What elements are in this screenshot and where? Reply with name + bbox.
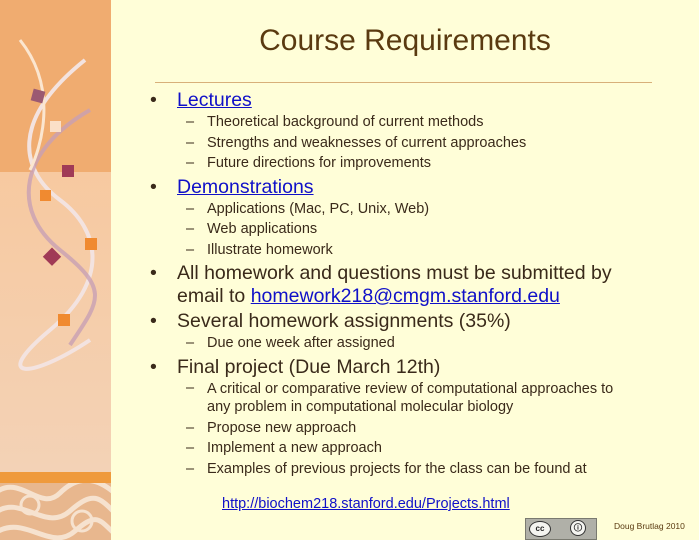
bullet-text-prefix: email to bbox=[177, 285, 251, 307]
dash-marker: – bbox=[186, 335, 195, 351]
bullet-demonstrations bbox=[150, 176, 690, 199]
sidebar-orange-strip bbox=[0, 472, 111, 483]
dash-marker: – bbox=[186, 114, 195, 130]
sub-bullet bbox=[150, 333, 690, 354]
sub-bullet bbox=[150, 418, 690, 439]
bullet-final-project bbox=[150, 356, 690, 379]
homework-email-link[interactable]: homework218@cmgm.stanford.edu bbox=[250, 285, 560, 307]
sub-bullet-text: A critical or comparative review of computational approaches to bbox=[207, 380, 614, 397]
cc-icon: cc bbox=[529, 521, 551, 537]
sub-bullet-text: Implement a new approach bbox=[207, 440, 382, 456]
sub-bullet bbox=[150, 199, 690, 220]
sub-bullet bbox=[150, 153, 690, 174]
bullet-text: Several homework assignments (35%) bbox=[177, 310, 511, 332]
dash-marker: – bbox=[186, 200, 195, 217]
sub-bullet bbox=[150, 133, 690, 154]
bullet-marker: • bbox=[150, 89, 157, 111]
swirl-pattern bbox=[0, 483, 111, 540]
title-divider bbox=[155, 82, 652, 83]
bullet-marker: • bbox=[150, 355, 157, 378]
demonstrations-link[interactable]: Demonstrations bbox=[177, 175, 314, 198]
bullet-text: All homework and questions must be submitted by bbox=[177, 262, 612, 284]
projects-url-link[interactable]: http://biochem218.stanford.edu/Projects.html bbox=[222, 496, 510, 512]
sub-bullet-text: Due one week after assigned bbox=[207, 335, 395, 351]
dna-strand-graphic bbox=[0, 0, 111, 472]
sub-bullet bbox=[150, 219, 690, 240]
sub-bullet-text: Strengths and weaknesses of current approaches bbox=[207, 134, 527, 151]
sub-bullet-text: Illustrate homework bbox=[207, 241, 333, 258]
sub-bullet-text: Future directions for improvements bbox=[207, 155, 432, 171]
sidebar-pattern-panel bbox=[0, 483, 111, 540]
dash-marker: – bbox=[186, 241, 195, 258]
by-person-icon: 🛈 bbox=[570, 520, 586, 536]
lectures-link[interactable]: Lectures bbox=[177, 89, 252, 111]
sub-bullet-text: Examples of previous projects for the class can be found at bbox=[207, 460, 587, 477]
bullet-marker: • bbox=[150, 175, 157, 198]
slide-title: Course Requirements bbox=[259, 24, 551, 57]
dash-marker: – bbox=[186, 460, 195, 477]
sub-bullet-text: Propose new approach bbox=[207, 419, 357, 436]
dash-marker: – bbox=[186, 440, 195, 456]
dash-marker: – bbox=[186, 134, 195, 151]
sub-bullet-text: Web applications bbox=[207, 221, 318, 237]
bullet-list bbox=[150, 87, 690, 479]
bullet-marker: • bbox=[150, 262, 157, 284]
sub-bullet-text: Applications (Mac, PC, Unix, Web) bbox=[207, 200, 430, 217]
dash-marker: – bbox=[186, 155, 195, 171]
dash-marker: – bbox=[186, 419, 195, 436]
decorative-sidebar bbox=[0, 0, 111, 540]
dash-marker: – bbox=[186, 379, 195, 396]
bullet-homework-submission bbox=[150, 262, 690, 308]
sub-bullet bbox=[150, 112, 690, 133]
dash-marker: – bbox=[186, 221, 195, 237]
sub-bullet-text-cont: any problem in computational molecular biology bbox=[207, 398, 514, 415]
author-credit: Doug Brutlag 2010 bbox=[614, 521, 685, 531]
sub-bullet bbox=[150, 379, 690, 418]
sub-bullet bbox=[150, 240, 690, 261]
bullet-text: Final project (Due March 12th) bbox=[177, 355, 441, 378]
sub-bullet-text: Theoretical background of current methods bbox=[207, 114, 484, 130]
sub-bullet bbox=[150, 438, 690, 459]
creative-commons-badge[interactable] bbox=[525, 518, 597, 540]
bullet-homework-assignments bbox=[150, 310, 690, 333]
sub-bullet bbox=[150, 459, 690, 480]
bullet-marker: • bbox=[150, 310, 157, 332]
bullet-lectures bbox=[150, 89, 690, 112]
